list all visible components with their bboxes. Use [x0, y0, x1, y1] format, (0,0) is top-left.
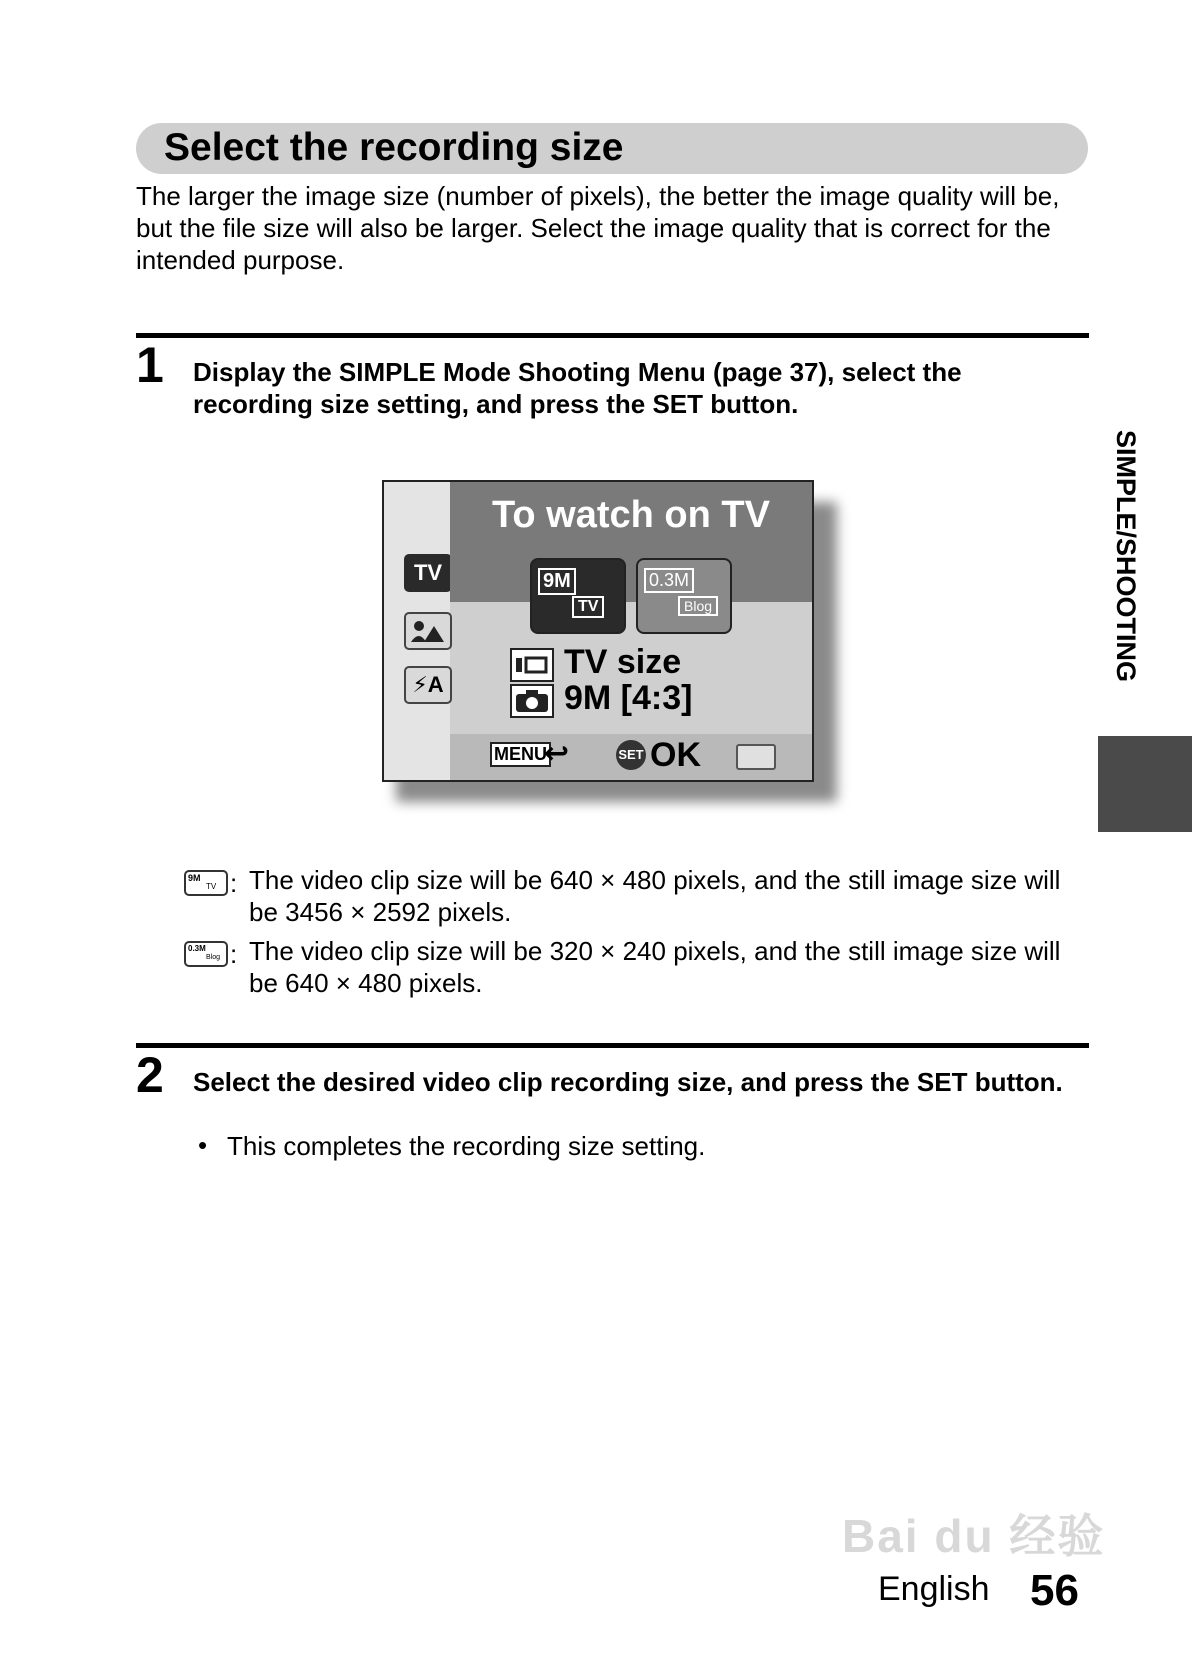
camera-screen — [382, 480, 814, 782]
intro-paragraph: The larger the image size (number of pixels), the better the image quality will be, but the file size will also be larger. Select the image quality that is correct for the intended purpose. — [136, 181, 1060, 275]
battery-icon — [736, 744, 776, 770]
camera-icon — [510, 684, 554, 718]
step2-bullet: This completes the recording size setting. — [227, 1131, 706, 1161]
size-9m-tv-icon: 9M TV — [184, 870, 228, 896]
option2-size-label: 0.3M — [644, 568, 694, 593]
scene-mode-icon — [404, 612, 452, 650]
step1-rule — [136, 333, 1089, 338]
flash-auto-icon: ⚡A — [404, 666, 452, 704]
option-9m-tv[interactable] — [530, 558, 626, 634]
note-9m-tv: The video clip size will be 640 × 480 pixels, and the still image size will be 3456 × 2592 pixels. — [249, 865, 1061, 927]
step2-rule — [136, 1043, 1089, 1048]
footer-language: English — [878, 1570, 990, 1608]
menu-button-icon: MENU — [490, 742, 551, 767]
option1-purpose-label: TV — [572, 596, 604, 618]
step2-bullet-marker: • — [198, 1130, 208, 1160]
size-info — [564, 644, 692, 716]
option2-purpose-label: Blog — [678, 596, 718, 616]
step1-text: Display the SIMPLE Mode Shooting Menu (page 37), select the recording size setting, and press the SET button. — [193, 357, 962, 419]
ok-label: OK — [650, 736, 701, 774]
section-title: Select the recording size — [164, 126, 624, 169]
page-number: 56 — [1030, 1566, 1079, 1615]
note-03m-blog: The video clip size will be 320 × 240 pixels, and the still image size will be 640 × 480 pixels. — [249, 936, 1061, 998]
size-03m-blog-icon: 0.3M Blog — [184, 941, 228, 967]
step2-text: Select the desired video clip recording size, and press the SET button. — [193, 1067, 1063, 1097]
screen-title: To watch on TV — [492, 494, 770, 536]
option-03m-blog[interactable] — [636, 558, 732, 634]
screen-footer — [450, 734, 812, 780]
set-button-icon: SET — [616, 740, 646, 770]
video-icon — [510, 648, 554, 682]
return-arrow-icon: ↩ — [544, 737, 570, 770]
watermark: Bai du 经验 — [842, 1510, 1106, 1562]
option1-size-label: 9M — [538, 568, 576, 595]
size-line-1: TV size — [564, 643, 682, 681]
tv-mode-icon: TV — [404, 554, 452, 592]
size-line-2: 9M [4:3] — [564, 679, 693, 717]
side-tab-label: SIMPLE/SHOOTING — [1111, 430, 1141, 683]
step2-number: 2 — [136, 1047, 164, 1103]
step1-number: 1 — [136, 337, 164, 393]
side-tab-block — [1098, 736, 1192, 832]
